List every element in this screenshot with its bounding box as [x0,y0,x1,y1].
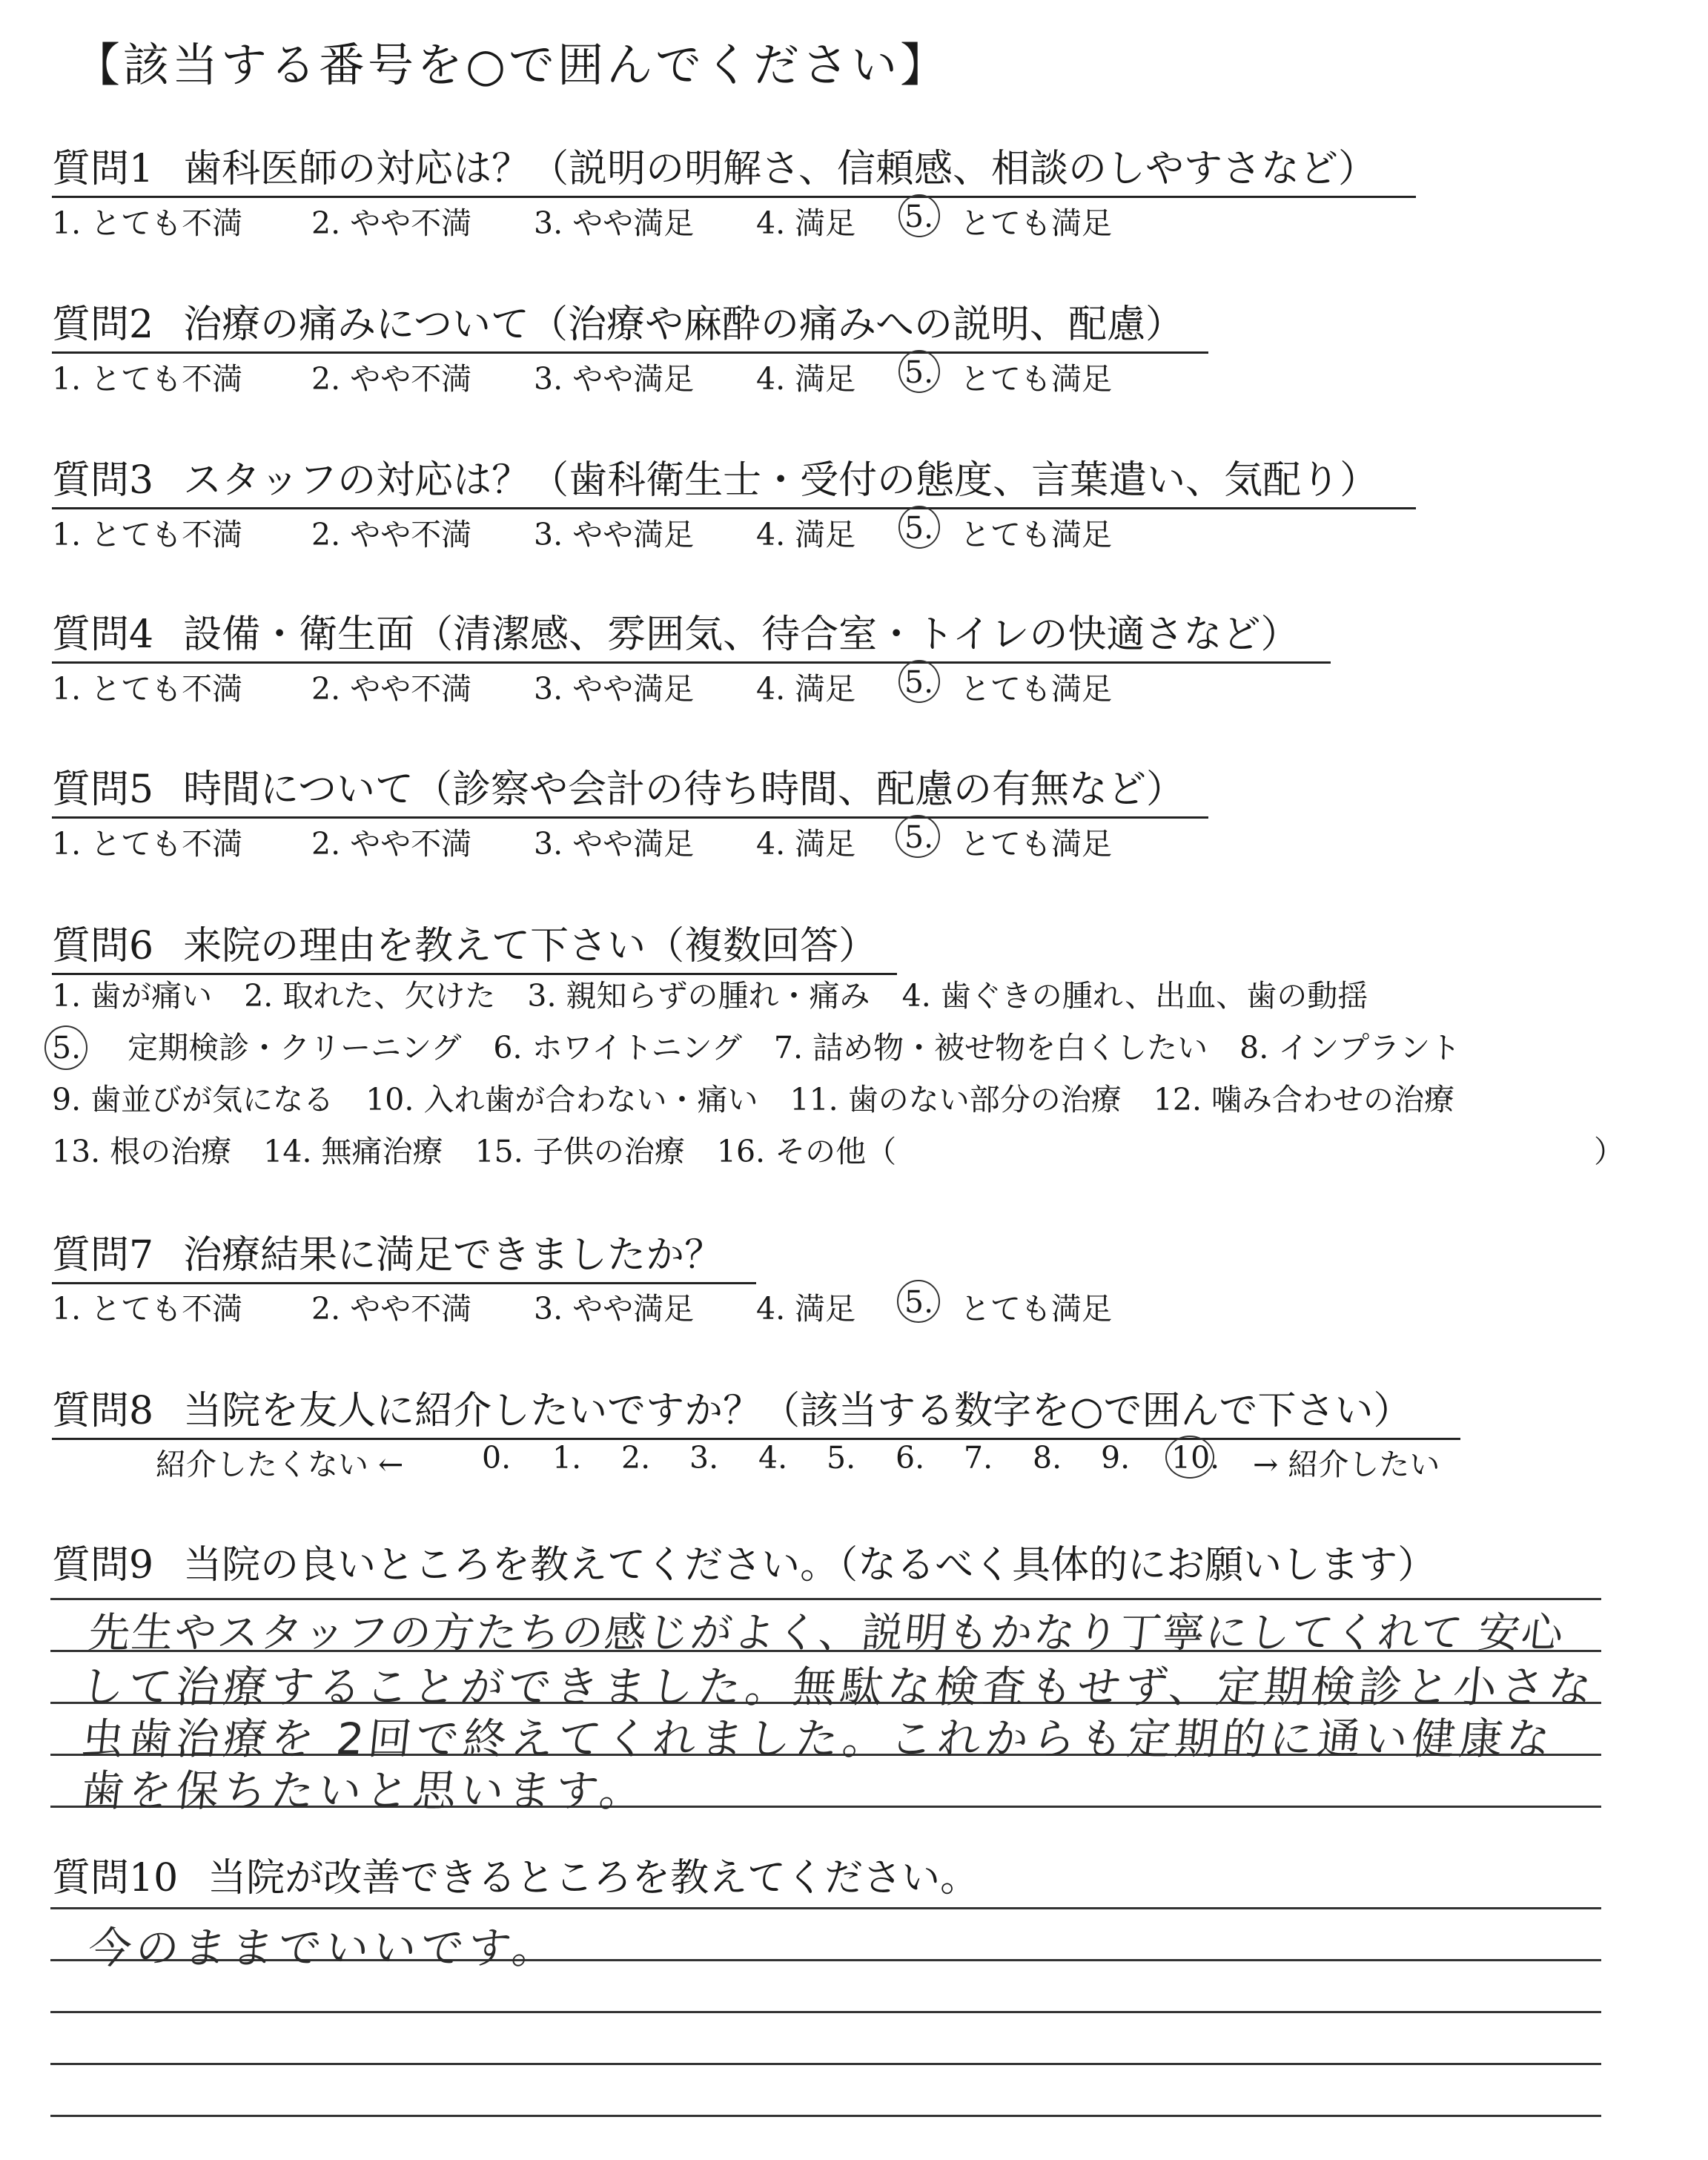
answer-line [50,1907,1601,1909]
option-5-selected[interactable]: 5. [904,510,934,546]
selection-circle [898,660,940,703]
reason-item[interactable]: 9. 歯並びが気になる [52,1082,334,1117]
question-4-number: 質問4 [52,612,154,657]
answer-line [50,2063,1601,2065]
score-1[interactable]: 1. [552,1440,582,1476]
selection-circle [896,815,940,858]
score-9[interactable]: 9. [1101,1440,1131,1476]
reasons-row-2 [52,1023,1483,1067]
reason-item[interactable]: 7. 詰め物・被せ物を白くしたい [773,1030,1208,1066]
score-10-selected[interactable]: 10. [1171,1440,1220,1476]
option-4[interactable]: 4. 満足 [756,826,856,862]
question-2-text: 治療の痛みについて（治療や麻酔の痛みへの説明、配慮） [183,303,1185,347]
option-1[interactable]: 1. とても不満 [52,517,243,552]
option-5-selected[interactable]: 5. [904,1284,934,1320]
reason-item[interactable]: 8. インプラント [1239,1030,1461,1066]
option-1[interactable]: 1. とても不満 [52,1291,243,1327]
option-4[interactable]: 4. 満足 [756,671,856,707]
question-4-title [52,603,1331,664]
reason-item[interactable]: 16. その他（ [716,1134,897,1169]
question-3-text: スタッフの対応は？（歯科衛生士・受付の態度、言葉遣い、気配り） [183,458,1379,503]
instruction-header: 【該当する番号を○で囲んでください】 [74,38,950,92]
question-7-number: 質問7 [52,1233,154,1278]
recommend-label: → 紹介したい [1253,1447,1440,1482]
option-3[interactable]: 3. やや満足 [534,517,695,552]
selection-circle [898,194,940,237]
handwritten-answer-9-line-3: 虫歯治療を 2回で終えてくれました。これからも定期的に通い健康な [78,1714,1558,1764]
answer-line [50,2115,1601,2117]
reasons-row-4 [52,1127,1624,1171]
reason-item[interactable]: 6. ホワイトニング [493,1030,742,1066]
option-5-label: とても満足 [960,361,1112,397]
option-3[interactable]: 3. やや満足 [534,671,695,707]
question-1-title [52,137,1416,198]
not-recommend-label: 紹介したくない ← [156,1447,404,1482]
question-4-text: 設備・衛生面（清潔感、雰囲気、待合室・トイレの快適さなど） [183,612,1300,657]
reason-item[interactable]: 15. 子供の治療 [474,1134,685,1169]
option-2[interactable]: 2. やや不満 [311,205,472,241]
option-2[interactable]: 2. やや不満 [311,671,472,707]
question-2-number: 質問2 [52,303,154,347]
option-5-label: とても満足 [960,671,1112,707]
option-1[interactable]: 1. とても不満 [52,826,243,862]
question-6-number: 質問6 [52,924,154,968]
option-2[interactable]: 2. やや不満 [311,517,472,552]
score-0[interactable]: 0. [482,1440,512,1476]
question-10-text: 当院が改善できるところを教えてください。 [208,1856,979,1900]
question-5-title [52,758,1208,819]
handwritten-answer-9-line-4: 歯を保ちたいと思います。 [78,1766,650,1816]
score-2[interactable]: 2. [621,1440,651,1476]
question-10-number: 質問10 [52,1856,179,1900]
reason-item[interactable]: 12. 噛み合わせの治療 [1153,1082,1455,1117]
option-5-selected[interactable]: 5. [904,354,934,390]
question-3-number: 質問3 [52,458,154,503]
selection-circle [898,506,940,549]
option-1[interactable]: 1. とても不満 [52,671,243,707]
option-5-selected[interactable]: 5. [904,199,934,234]
question-10-title [52,1846,979,1905]
option-1[interactable]: 1. とても不満 [52,205,243,241]
option-4[interactable]: 4. 満足 [756,517,856,552]
reasons-row-1 [52,971,1390,1015]
score-7[interactable]: 7. [964,1440,993,1476]
option-5-selected[interactable]: 5. [904,664,934,700]
reason-5-number: 5. [52,1030,82,1066]
handwritten-answer-10: 今のままでいいです。 [85,1923,563,1973]
question-9-number: 質問9 [52,1543,154,1588]
option-5-label: とても満足 [960,517,1112,552]
reason-item[interactable]: 1. 歯が痛い [52,978,213,1014]
option-3[interactable]: 3. やや満足 [534,361,695,397]
option-3[interactable]: 3. やや満足 [534,205,695,241]
option-2[interactable]: 2. やや不満 [311,826,472,862]
reasons-row-3 [52,1075,1477,1119]
question-2-title [52,293,1208,354]
option-5-label: とても満足 [960,205,1112,241]
other-close-paren: ） [1594,1134,1624,1169]
reason-item[interactable]: 14. 無痛治療 [263,1134,443,1169]
score-6[interactable]: 6. [896,1440,925,1476]
question-1-number: 質問1 [52,147,154,191]
score-8[interactable]: 8. [1033,1440,1062,1476]
question-7-text: 治療結果に満足できましたか？ [183,1233,724,1278]
question-8-number: 質問8 [52,1389,154,1433]
selection-circle [898,350,940,393]
reason-5-label: 定期検診・クリーニング [128,1030,462,1066]
option-4[interactable]: 4. 満足 [756,205,856,241]
reason-5-selected[interactable] [52,1030,113,1066]
reason-item[interactable]: 2. 取れた、欠けた [244,978,496,1014]
option-5-label: とても満足 [960,1291,1112,1327]
handwritten-answer-9-line-2: して治療することができました。無駄な検査もせず、定期検診と小さな [78,1662,1599,1712]
reason-item[interactable]: 3. 親知らずの腫れ・痛み [527,978,870,1014]
reason-item[interactable]: 13. 根の治療 [52,1134,232,1169]
question-7-title [52,1223,756,1284]
reason-item[interactable]: 10. 入れ歯が合わない・痛い [365,1082,758,1117]
option-2[interactable]: 2. やや不満 [311,361,472,397]
question-5-text: 時間について（診察や会計の待ち時間、配慮の有無など） [183,767,1185,812]
option-3[interactable]: 3. やや満足 [534,826,695,862]
question-6-text: 来院の理由を教えて下さい（複数回答） [183,924,878,968]
handwritten-answer-9-line-1: 先生やスタッフの方たちの感じがよく、説明もかなり丁寧にしてくれて 安心 [86,1609,1567,1657]
option-4[interactable]: 4. 満足 [756,361,856,397]
option-4[interactable]: 4. 満足 [756,1291,856,1327]
option-3[interactable]: 3. やや満足 [534,1291,695,1327]
question-8-title [52,1379,1460,1440]
score-3[interactable]: 3. [689,1440,719,1476]
question-9-title [52,1533,1436,1592]
option-1[interactable]: 1. とても不満 [52,361,243,397]
selection-circle [897,1280,940,1323]
reason-item[interactable]: 4. 歯ぐきの腫れ、出血、歯の動揺 [901,978,1368,1014]
question-8-text: 当院を友人に紹介したいですか？（該当する数字を○で囲んで下さい） [183,1389,1412,1433]
option-5-label: とても満足 [960,826,1112,862]
score-4[interactable]: 4. [758,1440,788,1476]
question-6-title [52,914,897,975]
option-2[interactable]: 2. やや不満 [311,1291,472,1327]
score-5[interactable]: 5. [827,1440,856,1476]
question-1-text: 歯科医師の対応は？（説明の明解さ、信頼感、相談のしやすさなど） [183,147,1377,191]
question-5-number: 質問5 [52,767,154,812]
selection-circle [44,1025,87,1070]
option-5-selected[interactable]: 5. [904,819,934,855]
reason-item[interactable]: 11. 歯のない部分の治療 [790,1082,1122,1117]
selection-circle [1165,1436,1214,1479]
question-3-title [52,449,1416,509]
answer-line [50,2011,1601,2013]
question-9-text: 当院の良いところを教えてください。（なるべく具体的にお願いします） [183,1543,1437,1588]
